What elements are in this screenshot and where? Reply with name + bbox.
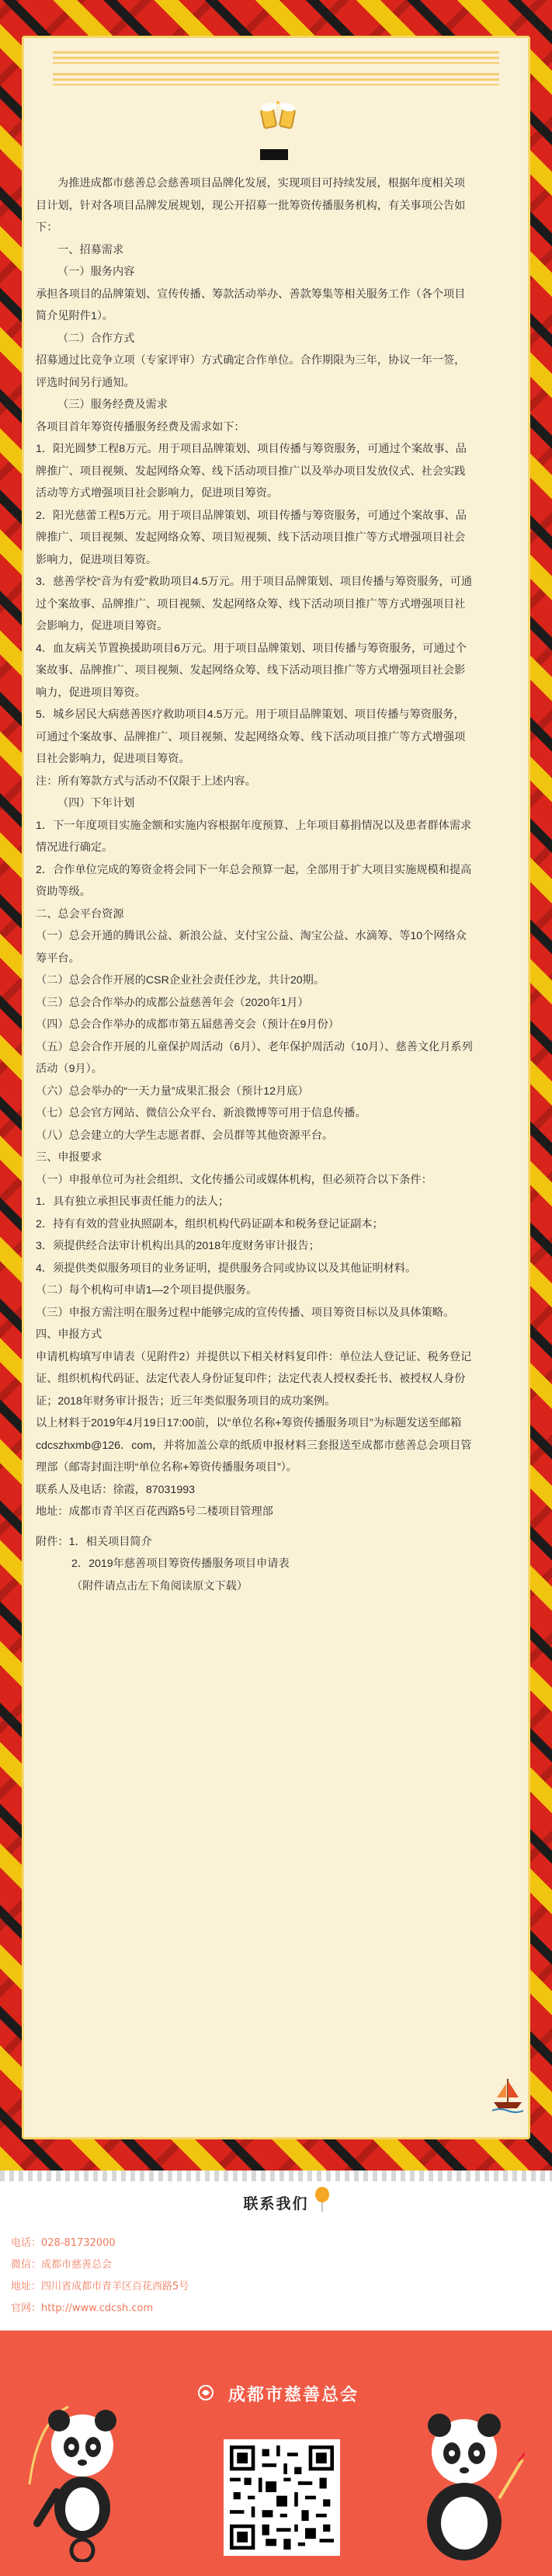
subsection-heading: （四）下年计划: [57, 797, 135, 809]
list-item: 3．须提供经合法审计机构出具的2018年度财务审计报告；: [36, 1240, 320, 1252]
panda-right-icon: [402, 2405, 534, 2564]
list-item: （五）总会合作开展的儿童保护周活动（6月）、老年保护周活动（10月）、慈善文化月系列活动（9月）。: [36, 1040, 473, 1075]
panda-left-icon: [22, 2391, 138, 2562]
list-item: （三）总会合作举办的成都公益慈善年会（2020年1月）: [36, 996, 309, 1009]
contact-heading: 联系我们: [243, 2195, 309, 2212]
contact-phone: 电话：028-81732000: [11, 2237, 116, 2249]
paragraph: 申请机构填写申请表（见附件2）并提供以下相关材料复印件：单位法人登记证、税务登记证、组织机构代码证、法定代表人身份证复印件；法定代表人授权委托书、被授权人身份证；2018年财务审计报告；近三年类似服务项目的成功案例。: [36, 1350, 472, 1408]
section-heading: 二、总会平台资源: [36, 907, 124, 921]
contact-person: 联系人及电话：徐霞，87031993: [36, 1483, 195, 1496]
list-item: 1．具有独立承担民事责任能力的法人；: [36, 1196, 230, 1208]
beer-cheers-icon: [255, 98, 301, 135]
attachment-1: 附件：1．相关项目简介: [36, 1535, 152, 1548]
list-item: （二）总会合作开展的CSR企业社会责任沙龙，共计20期。: [36, 974, 325, 987]
list-item: 2．合作单位完成的筹资金将会同下一年总会预算一起，全部用于扩大项目实施规模和提高资助等级。: [36, 863, 472, 898]
contact-website-link[interactable]: 官网：http://www.cdcsh.com: [11, 2303, 154, 2314]
logo-mark-icon: [198, 2385, 214, 2400]
qr-code-icon[interactable]: [224, 2439, 340, 2556]
note: 注：所有筹款方式与活动不仅限于上述内容。: [36, 775, 256, 788]
list-item: （六）总会举办的“一天力量”成果汇报会（预计12月底）: [36, 1084, 309, 1098]
notice-body: [36, 172, 473, 1597]
contact-address: 地址：四川省成都市青羊区百花西路5号: [11, 2281, 189, 2292]
list-item: 2．阳光慈蕾工程5万元。用于项目品牌策划、项目传播与筹资服务，可通过个案故事、品牌推广、项目视频、发起网络众筹、项目短视频、线下活动项目推广等方式增强项目社会影响力，促进项目筹资。: [36, 509, 467, 566]
footer-divider: [0, 2170, 552, 2181]
list-item: （七）总会官方网站、微信公众平台、新浪微博等可用于信息传播。: [36, 1107, 366, 1119]
list-item: （二）每个机构可申请1—2个项目提供服务。: [36, 1284, 258, 1297]
paragraph: 各项目首年筹资传播服务经费及需求如下：: [36, 420, 245, 433]
subsection-heading: （一）服务内容: [57, 266, 135, 278]
list-item: 3．慈善学校“音为有爱”救助项目4.5万元。用于项目品牌策划、项目传播与筹资服务，可通过个案故事、品牌推广、项目视频、发起网络众筹、线下活动项目推广等方式增强项目社会影响力，促进项目筹资。: [36, 576, 473, 632]
list-item: 5．城乡居民大病慈善医疗救助项目4.5万元。用于项目品牌策划、项目传播与筹资服务，可通过个案故事、品牌推广、项目视频、发起网络众筹、线下活动项目推广等方式增强项目社会影响力，促进项目筹资。: [36, 708, 466, 765]
list-item: （八）总会建立的大学生志愿者群、会员群等其他资源平台。: [36, 1129, 334, 1142]
list-item: （四）总会合作举办的成都市第五届慈善交会（预计在9月份）: [36, 1018, 339, 1031]
sailboat-icon: [491, 2076, 525, 2113]
address: 地址：成都市青羊区百花西路5号二楼项目管理部: [36, 1506, 273, 1518]
balloon-icon: [314, 2186, 331, 2212]
subsection-heading: （二）合作方式: [57, 332, 135, 345]
list-item: 1．阳光圆梦工程8万元。用于项目品牌策划、项目传播与筹资服务，可通过个案故事、品牌推广、项目视频、发起网络众筹、线下活动项目推广以及举办项目发放仪式、社会实践活动等方式增强项目社会影响力，促进项目筹资。: [36, 443, 467, 500]
banner-title: 成都市慈善总会: [227, 2386, 359, 2405]
top-decor-stripes: [53, 51, 499, 64]
brand-banner: [0, 2331, 552, 2576]
list-item: 4．血友病关节置换援助项目6万元。用于项目品牌策划、项目传播与筹资服务，可通过个案故事、品牌推广、项目视频、发起网络众筹、线下活动项目推广等方式增强项目社会影响力，促进项目筹资。: [36, 642, 467, 699]
intro-paragraph: 为推进成都市慈善总会慈善项目品牌化发展，实现项目可持续发展，根据年度相关项目计划，针对各项目品牌发展规划，现公开招募一批筹资传播服务机构，有关事项公告如下：: [36, 177, 466, 234]
attachment-2: 2．2019年慈善项目筹资传播服务项目申请表: [71, 1558, 290, 1570]
paragraph: 招募通过比竞争立项（专家评审）方式确定合作单位。合作期限为三年，协议一年一签，评选时间另行通知。: [36, 354, 466, 389]
list-item: （一）总会开通的腾讯公益、新浪公益、支付宝公益、淘宝公益、水滴筹、等10个网络众筹平台。: [36, 930, 467, 965]
attachment-note: （附件请点击左下角阅读原文下载）: [71, 1579, 248, 1593]
top-decor-stripes-2: [53, 73, 499, 85]
subsection-heading: （三）服务经费及需求: [57, 399, 168, 411]
list-item: （一）申报单位可为社会组织、文化传播公司或媒体机构，但必须符合以下条件：: [36, 1173, 432, 1186]
list-item: （三）申报方需注明在服务过程中能够完成的宣传传播、项目筹资目标以及具体策略。: [36, 1306, 455, 1319]
list-item: 2．持有有效的营业执照副本，组织机构代码证副本和税务登记证副本；: [36, 1217, 384, 1231]
paragraph: 以上材料于2019年4月19日17:00前，以“单位名称+筹资传播服务项目”为标题发送至邮箱cdcszhxmb@126．com，并将加盖公章的纸质申报材料三套报送至成都市慈善总会项目管理部（邮寄封面注明“单位名称+筹资传播服务项目”）。: [36, 1417, 472, 1474]
paragraph: 承担各项目的品牌策划、宣传传播、筹款活动举办、善款筹集等相关服务工作（各个项目简介见附件1）。: [36, 287, 466, 322]
list-item: 4．须提供类似服务项目的业务证明，提供服务合同或协议以及其他证明材料。: [36, 1262, 417, 1275]
section-heading: 四、申报方式: [36, 1328, 102, 1341]
section-heading: 三、申报要求: [36, 1151, 102, 1164]
page-title: [260, 149, 288, 160]
contact-wechat: 微信：成都市慈善总会: [11, 2259, 113, 2271]
list-item: 1．下一年度项目实施金额和实施内容根据年度预算、上年项目募捐情况以及患者群体需求情况进行确定。: [36, 819, 472, 854]
section-heading: 一、招募需求: [57, 243, 124, 256]
